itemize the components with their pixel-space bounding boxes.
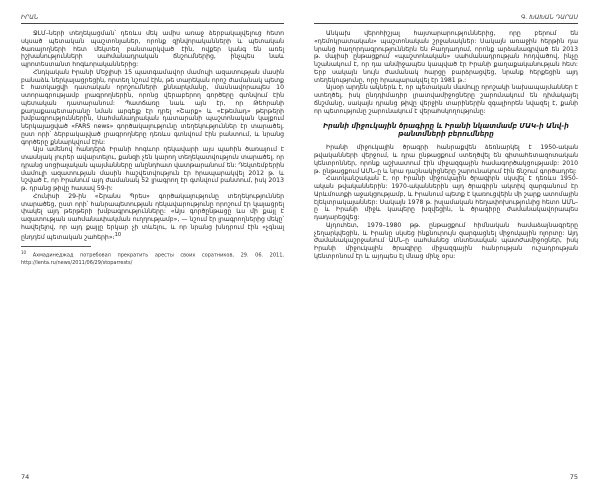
footnote-divider [21, 246, 91, 247]
section-subheading: Իրանի միջուկային ծրագիրը և Իրանի նկատմամբ ՄԱԿ-ի Անվ-ի թանտմների բերումները [323, 122, 569, 139]
right-page-body [314, 30, 578, 261]
footnote-text: Ахмадинеджад потребовал прекратить аресты своих соратников, 29. 06. 2011, http://lenta.ru/news/2011/06/29/stoparrests/ [21, 252, 284, 266]
left-page-number: 74 [21, 473, 30, 481]
left-page-body [21, 30, 284, 266]
left-paragraph-2: Հնդկական Իրանի Մեջլիսի 15 պատգամավոր մամուլի ազատության մասին բանաձև ներկայացրեցին, որտեղ նշում էին, թե տարեկան որոշ ժամանակ պետք է հատկացվի դատական որոշումների քննարկմանը, մասնավորապես 10 ստորագրությամբ լրագրողներին, որոնց վերաբերող գործերը գտնվում էին պետական դատարանում: Պատճառը նաև այն էր, որ Թեհրանի քաղաքապետարանը նման արգելք էր դրել «Շարք» և «Էթեմադ» թերթերի խմբագրություններին, Սահմանադրական դատարանի պաշտոնական կայքում ներկայացված «FARS news» գործակալությունը տեղեկություններ էր տարածել, ըստ որի՝ ձերբակալված լրագրողները դեռևս գտնվում էին բանտում, և նրանց գործերը քննարկվում էին: [21, 68, 284, 146]
left-paragraph-3: Այս ամենով հանդերձ Իրանի հոգևոր ղեկավարի այս պահին ծառայում է տասնյակ լուրեր ավարտելու, քանզի չեն կարող տեղեկատվություն տարածել, որ դրանց սոցիալական պայմանները անընդհատ վատթարանում են: Դեկտեմբերին մամուլի ազատության մասին հաշվետվություն էր հրապարակվել 2012 թ. և նշված է, որ Իրանում այդ ժամանակ 52 լրագրող էր գտնվում բանտում, իսկ 2013 թ. դրանց թիվը հասավ 59-ի: [21, 146, 285, 192]
right-page [300, 0, 600, 496]
right-paragraph-5: Այդուհետ, 1979–1980 թթ. ընթացքում հիմնական համաձայնագրերը չեղարկվեցին, և Իրանը սկսեց ինքնուրույն զարգացնել միջուկային ոլորտը: Այդ ժամանակաշրջանում ԱՄՆ-ը սահմանեց տնտեսական պատժամիջոցներ, իսկ Իրանի միջուկային ծրագիրը միջազգային հանրության ուշադրության կենտրոնում էր և այդպես էլ մնաց մինչ օրս: [314, 221, 578, 260]
left-paragraph-1: ՋԼՄ–ների տեղեկացման՝ դեռևս մեկ ամիս առաջ ձերբակալվելուց հետո սկսած պետական պաշտոնյաներ, որոնք զինվորականների և պետական ծառայողների հետ մեկտեղ բանտարկված էին, ովքեր կանգ են առել իշխանությունների սահմանադրական ճնշումներից, ինչպես նաև պրոտեստանտ հոգևորականներից: [21, 30, 284, 68]
footnote [21, 250, 284, 266]
right-paragraph-4: Հատկանշական է, որ Իրանի միջուկային ծրագիրն սկսվել է դեռևս 1950-ական թվականներին: 1970-ականներին այդ ծրագիրն ակտիվ զարգանում էր Արևմուտքի աջակցությամբ, և Իրանում պետք է կառուցվեին մի շարք ատոմային էլեկտրակայաններ: Սակայն 1978 թ. իսլամական հեղափոխությունից հետո ԱՄՆ-ը և Իրանի միջև կապերը խզվեցին, և ծրագիրը ժամանակավորապես դադարեցվեց: [314, 175, 578, 221]
right-paragraph-1: Անկախ վերոհիշյալ հայտարարություններից, որը բերում են «դեմոկրատական» պաշտոնական շրջանակներ: Սակայն առաջին հերթին դա նրանց հաղորդագրություններն են Բաղդադում, որոնք արձանագրված են 2013 թ. մայիսի ընթացքում «պաշտոնական» սահմանադրության հոդվածով, ինչը նշանակում է, որ դա անմիջապես կապված էր Իրանի քաղաքականության հետ: Երբ սակայն նույն ժամանակ հարցը բարձրացվեց, նրանք հերքեցին այդ տեղեկությունը, որը հրապարակվել էր 1981 թ.: [314, 30, 578, 84]
right-page-number: 75 [569, 473, 578, 481]
right-running-header: Գ. ԽԱԽԱՆ ԴԱՐԱՍ [314, 11, 578, 24]
right-paragraph-2: Այսօր արդեն ակներև է, որ պետական մամուլը որոշակի նախապայմաններ է ստեղծել, իսկ ընդդիմադիր լրատվամիջոցները շարունակում են դիմակայել ճնշմանը, սակայն դրանց թիվը վերջին տարիներին զգալիորեն նվազել է, քանի որ պետությունը շարունակում է վերահսկողությունը: [314, 84, 578, 115]
left-running-header: ԻՐԱՆ [21, 11, 284, 24]
footnote-number: 10 [21, 250, 27, 256]
left-paragraph-4: Հունիսի 29-ին «Շրանս Պրես» գործակալությունը տեղեկություններ տարածեց, ըստ որի՝ հանրապետության ղեկավարությունը որոշում էր կայացրել փակել այդ թերթերի խմբագրությունները: «Այս գործընթացը ևս մի քայլ է ազատության սահմանափակման ուղղությամբ», — նշում էր լրագրողներից մեկը՝ հավելելով, որ այդ քայլը երկար չի տևելու, և որ նրանց խնդրում էին «չգնալ ընդդեմ պետական շահերի»։$^{10}$ [21, 192, 284, 241]
right-paragraph-3: Իրանի միջուկային ծրագրի հանրաքվեն ձեռնարկել է 1950-ական թվականների վերջում, և դրա ընթացքում ստեղծվել են գիտահետազոտական կենտրոններ, որոնք աշխատում էին միջազգային համագործակցությամբ: 2010 թ. ընթացքում ԱՄՆ-ը և նրա դաշնակիցները շարունակում էին ճնշում գործադրել: [314, 144, 578, 175]
